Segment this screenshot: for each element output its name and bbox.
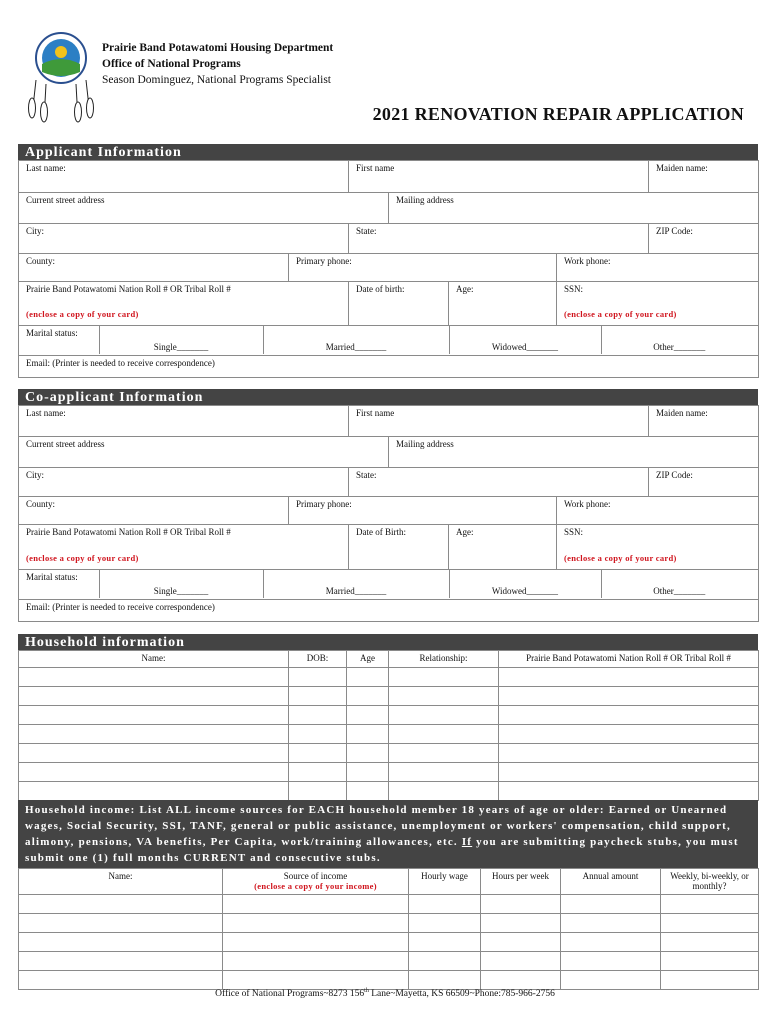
- applicant-ssn-label: SSN:: [564, 284, 584, 294]
- income-cell[interactable]: [661, 933, 759, 952]
- household-cell[interactable]: [19, 725, 289, 744]
- office-name: Office of National Programs: [102, 58, 241, 70]
- household-col-relationship: Relationship:: [389, 651, 499, 668]
- coapplicant-work-phone-field[interactable]: Work phone:: [557, 497, 759, 525]
- footer-sup: th: [364, 988, 369, 994]
- coapplicant-single-option[interactable]: Single_______: [99, 570, 263, 598]
- household-cell[interactable]: [289, 668, 347, 687]
- table-row: [19, 763, 759, 782]
- applicant-married-option[interactable]: Married_______: [263, 326, 449, 354]
- applicant-county-field[interactable]: County:: [19, 254, 289, 282]
- table-row: [19, 952, 759, 971]
- income-cell[interactable]: [561, 914, 661, 933]
- table-row: [19, 971, 759, 990]
- household-cell[interactable]: [19, 763, 289, 782]
- table-row: [19, 895, 759, 914]
- coapplicant-city-field[interactable]: City:: [19, 468, 349, 497]
- coapplicant-county-field[interactable]: County:: [19, 497, 289, 525]
- coapplicant-marital-row: [19, 570, 757, 598]
- applicant-street-field[interactable]: Current street address: [19, 193, 389, 224]
- coapplicant-roll-label: Prairie Band Potawatomi Nation Roll # OR Tribal Roll #: [26, 527, 231, 537]
- table-row: [19, 914, 759, 933]
- coapplicant-widowed-option[interactable]: Widowed_______: [449, 570, 601, 598]
- income-cell[interactable]: [561, 971, 661, 990]
- applicant-dob-field[interactable]: Date of birth:: [349, 282, 449, 326]
- income-table: [18, 868, 759, 990]
- income-cell[interactable]: [223, 914, 409, 933]
- applicant-single-option[interactable]: Single_______: [99, 326, 263, 354]
- household-cell[interactable]: [499, 782, 759, 801]
- income-col-hours: Hours per week: [481, 869, 561, 895]
- income-cell[interactable]: [223, 971, 409, 990]
- income-col-name: Name:: [19, 869, 223, 895]
- coapplicant-dob-field[interactable]: Date of Birth:: [349, 525, 449, 570]
- household-col-age: Age: [347, 651, 389, 668]
- applicant-work-phone-field[interactable]: Work phone:: [557, 254, 759, 282]
- coapplicant-last-name-field[interactable]: Last name:: [19, 406, 349, 437]
- applicant-age-field[interactable]: Age:: [449, 282, 557, 326]
- income-cell[interactable]: [661, 895, 759, 914]
- coapplicant-section: [18, 389, 758, 622]
- applicant-enclose-note: (enclose a copy of your card): [26, 309, 139, 319]
- coapplicant-age-field[interactable]: Age:: [449, 525, 557, 570]
- table-row: [19, 725, 759, 744]
- coapplicant-first-name-field[interactable]: First name: [349, 406, 649, 437]
- household-section: [18, 634, 758, 801]
- applicant-city-field[interactable]: City:: [19, 224, 349, 254]
- footer-post: Lane~Mayetta, KS 66509~Phone:785-966-2756: [368, 989, 555, 1000]
- household-cell[interactable]: [499, 687, 759, 706]
- coapplicant-email-field[interactable]: Email: (Printer is needed to receive correspondence): [19, 600, 759, 622]
- applicant-section-title: Applicant Information: [18, 144, 758, 160]
- income-cell[interactable]: [661, 971, 759, 990]
- income-cell[interactable]: [409, 933, 481, 952]
- household-cell[interactable]: [347, 782, 389, 801]
- income-cell[interactable]: [561, 933, 661, 952]
- household-cell[interactable]: [19, 668, 289, 687]
- household-cell[interactable]: [389, 763, 499, 782]
- coapplicant-other-option[interactable]: Other_______: [653, 586, 706, 596]
- household-col-dob: DOB:: [289, 651, 347, 668]
- income-cell[interactable]: [481, 971, 561, 990]
- income-instructions: [18, 800, 758, 868]
- household-cell[interactable]: [499, 706, 759, 725]
- income-cell[interactable]: [19, 971, 223, 990]
- household-cell[interactable]: [389, 706, 499, 725]
- income-cell[interactable]: [409, 952, 481, 971]
- coapplicant-ssn-field[interactable]: [557, 525, 759, 570]
- income-cell[interactable]: [661, 952, 759, 971]
- income-cell[interactable]: [661, 914, 759, 933]
- applicant-widowed-option[interactable]: Widowed_______: [449, 326, 601, 354]
- household-cell[interactable]: [289, 687, 347, 706]
- income-cell[interactable]: [481, 895, 561, 914]
- coapplicant-section-title: Co-applicant Information: [18, 389, 758, 405]
- household-cell[interactable]: [499, 763, 759, 782]
- applicant-state-field[interactable]: State:: [349, 224, 649, 254]
- household-cell[interactable]: [347, 706, 389, 725]
- applicant-ssn-field[interactable]: [557, 282, 759, 326]
- income-col-hourly: Hourly wage: [409, 869, 481, 895]
- table-row: [19, 744, 759, 763]
- applicant-roll-label: Prairie Band Potawatomi Nation Roll # OR Tribal Roll #: [26, 284, 231, 294]
- coapplicant-state-field[interactable]: State:: [349, 468, 649, 497]
- household-cell[interactable]: [389, 725, 499, 744]
- contact-name: Season Dominguez, National Programs Specialist: [102, 74, 332, 86]
- household-cell[interactable]: [19, 706, 289, 725]
- income-cell[interactable]: [19, 952, 223, 971]
- income-cell[interactable]: [481, 952, 561, 971]
- seal-logo-icon: [26, 28, 96, 124]
- table-row: [19, 668, 759, 687]
- income-cell[interactable]: [481, 914, 561, 933]
- applicant-other-option[interactable]: Other_______: [653, 342, 706, 352]
- coapplicant-street-field[interactable]: Current street address: [19, 437, 389, 468]
- applicant-email-field[interactable]: Email: (Printer is needed to receive correspondence): [19, 356, 759, 378]
- coapplicant-marital-label: Marital status:: [19, 570, 99, 598]
- applicant-roll-field[interactable]: [19, 282, 349, 326]
- applicant-mailing-field[interactable]: Mailing address: [389, 193, 759, 224]
- coapplicant-ssn-enclose-note: (enclose a copy of your card): [564, 553, 677, 563]
- income-intro-a: Household income: List ALL income sources for EACH household member 18 years of age or older: Earned or Unearned wages, Social Security, SSI, TANF, general or public assistance, unemployment or workers' compensation, child support, alimony, pensions, VA benefits, Per Capita, work/training allowances, etc.: [25, 804, 731, 848]
- household-cell[interactable]: [389, 687, 499, 706]
- income-cell[interactable]: [223, 895, 409, 914]
- income-intro-if: If: [461, 836, 473, 848]
- applicant-primary-phone-field[interactable]: Primary phone:: [289, 254, 557, 282]
- household-cell[interactable]: [499, 725, 759, 744]
- household-cell[interactable]: [289, 706, 347, 725]
- org-name: Prairie Band Potawatomi Housing Department: [102, 42, 334, 54]
- household-cell[interactable]: [19, 687, 289, 706]
- footer-pre: Office of National Programs~8273 156: [215, 989, 365, 1000]
- household-cell[interactable]: [19, 782, 289, 801]
- household-cell[interactable]: [289, 763, 347, 782]
- income-cell[interactable]: [19, 933, 223, 952]
- applicant-ssn-enclose-note: (enclose a copy of your card): [564, 309, 677, 319]
- coapplicant-zip-field[interactable]: ZIP Code:: [649, 468, 759, 497]
- footer-address: [0, 988, 770, 999]
- applicant-maiden-name-field[interactable]: Maiden name:: [649, 161, 759, 193]
- household-section-title: Household information: [18, 634, 758, 650]
- income-cell[interactable]: [561, 952, 661, 971]
- applicant-zip-field[interactable]: ZIP Code:: [649, 224, 759, 254]
- income-cell[interactable]: [409, 895, 481, 914]
- household-cell[interactable]: [389, 744, 499, 763]
- household-cell[interactable]: [289, 744, 347, 763]
- letterhead: [102, 40, 333, 88]
- income-cell[interactable]: [223, 952, 409, 971]
- coapplicant-maiden-name-field[interactable]: Maiden name:: [649, 406, 759, 437]
- applicant-first-name-field[interactable]: First name: [349, 161, 649, 193]
- income-section: [18, 800, 758, 990]
- household-cell[interactable]: [289, 782, 347, 801]
- income-intro-b: you are submitting paycheck stubs, you must submit one (1) full months CURRENT and consecutive stubs.: [25, 836, 739, 864]
- applicant-last-name-field[interactable]: Last name:: [19, 161, 349, 193]
- applicant-section: [18, 144, 758, 378]
- income-col-source: [223, 869, 409, 895]
- income-col-source-note: (enclose a copy of your income): [254, 881, 377, 891]
- household-table: [18, 650, 759, 801]
- household-cell[interactable]: [389, 668, 499, 687]
- applicant-table: [18, 160, 759, 378]
- table-row: [19, 933, 759, 952]
- household-cell[interactable]: [389, 782, 499, 801]
- household-cell[interactable]: [347, 763, 389, 782]
- page-title: 2021 RENOVATION REPAIR APPLICATION: [372, 104, 744, 124]
- household-cell[interactable]: [19, 744, 289, 763]
- household-col-roll: Prairie Band Potawatomi Nation Roll # OR Tribal Roll #: [499, 651, 759, 668]
- income-cell[interactable]: [481, 933, 561, 952]
- coapplicant-enclose-note: (enclose a copy of your card): [26, 553, 139, 563]
- income-cell[interactable]: [409, 914, 481, 933]
- table-row: [19, 782, 759, 801]
- income-col-frequency: Weekly, bi-weekly, or monthly?: [661, 869, 759, 895]
- coapplicant-primary-phone-field[interactable]: Primary phone:: [289, 497, 557, 525]
- household-cell[interactable]: [347, 687, 389, 706]
- income-cell[interactable]: [19, 914, 223, 933]
- income-col-annual: Annual amount: [561, 869, 661, 895]
- household-cell[interactable]: [347, 725, 389, 744]
- income-cell[interactable]: [561, 895, 661, 914]
- income-col-source-label: Source of income: [283, 871, 348, 881]
- coapplicant-roll-field[interactable]: [19, 525, 349, 570]
- household-col-name: Name:: [19, 651, 289, 668]
- table-row: [19, 687, 759, 706]
- income-cell[interactable]: [409, 971, 481, 990]
- coapplicant-married-option[interactable]: Married_______: [263, 570, 449, 598]
- coapplicant-mailing-field[interactable]: Mailing address: [389, 437, 759, 468]
- household-cell[interactable]: [499, 668, 759, 687]
- household-cell[interactable]: [289, 725, 347, 744]
- applicant-marital-label: Marital status:: [19, 326, 99, 354]
- household-cell[interactable]: [347, 744, 389, 763]
- household-cell[interactable]: [499, 744, 759, 763]
- household-cell[interactable]: [347, 668, 389, 687]
- coapplicant-ssn-label: SSN:: [564, 527, 584, 537]
- table-row: [19, 706, 759, 725]
- applicant-marital-row: [19, 326, 757, 354]
- coapplicant-table: [18, 405, 759, 622]
- income-cell[interactable]: [19, 895, 223, 914]
- income-cell[interactable]: [223, 933, 409, 952]
